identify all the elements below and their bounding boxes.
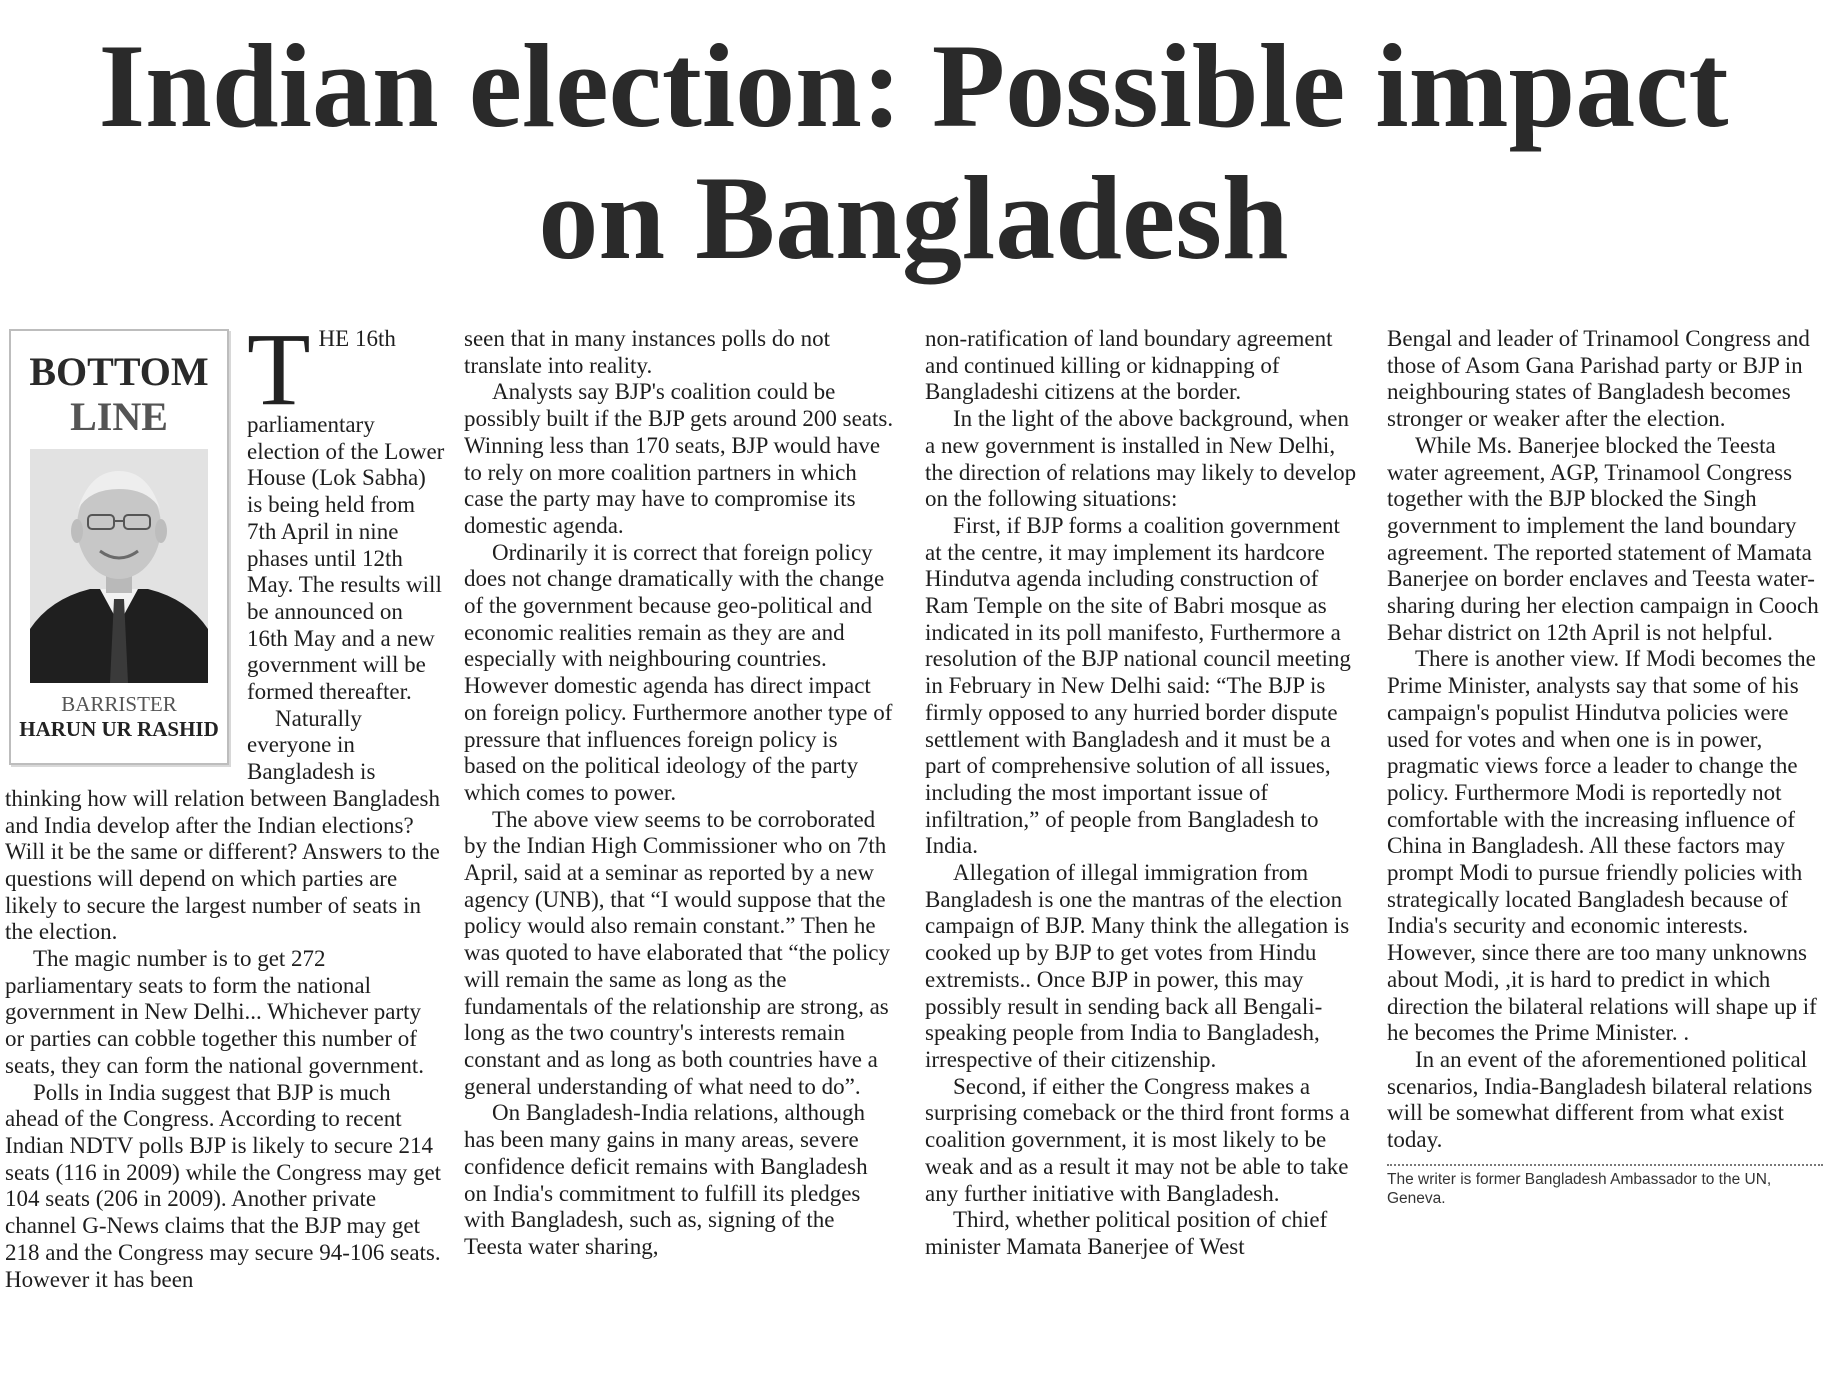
- paragraph: The magic number is to get 272 parliamentary seats to form the national government in New Delhi... Whichever party or parties can cobble together this number of seats, they can form the national government.: [5, 946, 424, 1078]
- paragraph: Bengal and leader of Trinamool Congress and those of Asom Gana Parishad party or BJP in neighbouring states of Bangladesh becomes stronger or weaker after the election.: [1387, 326, 1810, 432]
- column-title-line: LINE: [70, 394, 168, 439]
- author-portrait-image: [30, 449, 208, 683]
- headline-line-1: Indian election: Possible impact: [98, 19, 1729, 152]
- paragraph: While Ms. Banerjee blocked the Teesta water agreement, AGP, Trinamool Congress together with the BJP blocked the Singh government to implement the land boundary agreement. The reported statement of Mamata Banerjee on border enclaves and Teesta water-sharing during her election campaign in Cooch Behar district on 12th April is not helpful.: [1387, 432, 1819, 645]
- paragraph: seen that in many instances polls do not translate into reality.: [464, 326, 831, 378]
- article-column-1: [5, 312, 445, 1293]
- article-column-4: [1387, 326, 1823, 1208]
- paragraph: On Bangladesh-India relations, although has been many gains in many areas, severe confidence deficit remains with Bangladesh on India's commitment to fulfill its pledges with Bangladesh, such as, signing of the Teesta water sharing,: [464, 1100, 868, 1259]
- paragraph: There is another view. If Modi becomes the Prime Minister, analysts say that some of his campaign's populist Hindutva policies were used for votes and when one is in power, pragmatic views force a leader to change the policy. Furthermore Modi is reportedly not comfortable with the increasing influence of China in Bangladesh. All these factors may prompt Modi to pursue friendly policies with strategically located Bangladesh because of India's security and economic interests. However, since there are too many unknowns about Modi, ,it is hard to predict in which direction the bilateral relations will shape up if he becomes the Prime Minister. .: [1387, 646, 1817, 1046]
- footnote-divider: [1387, 1164, 1823, 1166]
- paragraph: Analysts say BJP's coalition could be possibly built if the BJP gets around 200 seats. Winning less than 170 seats, BJP would have to rely on more coalition partners in which case the party may have to compromise its domestic agenda.: [464, 379, 894, 538]
- paragraph: The above view seems to be corroborated by the Indian High Commissioner who on 7th April, said at a seminar as reported by a new agency (UNB), that “I would suppose that the policy would also remain constant.” Then he was quoted to have elaborated that “the policy will remain the same as long as the fundamentals of the relationship are strong, as long as the two country's interests remain constant and as long as both countries have a general understanding of what need to do”.: [464, 806, 890, 1099]
- paragraph: Second, if either the Congress makes a surprising comeback or the third front forms a coalition government, it is most likely to be weak and as a result it may not be able to take any further initiative with Bangladesh.: [925, 1073, 1350, 1206]
- paragraph: In the light of the above background, when a new government is installed in New Delhi, the direction of relations may likely to develop on the following situations:: [925, 406, 1357, 512]
- column-title-bottom: BOTTOM: [29, 349, 209, 394]
- author-footnote: The writer is former Bangladesh Ambassador to the UN, Geneva.: [1387, 1170, 1772, 1207]
- article-column-2: [464, 326, 894, 1261]
- paragraph: Naturally everyone in Bangladesh is thinking how will relation between Bangladesh and India develop after the Indian elections? Will it be the same or different? Answers to the questions will depend on which parties are likely to secure the largest number of seats in the election.: [5, 705, 440, 945]
- paragraph: Ordinarily it is correct that foreign policy does not change dramatically with the change of the government because geo-political and economic realities remain as they are and especially with neighbouring countries. However domestic agenda has direct impact on foreign policy. Furthermore another type of pressure that influences foreign policy is based on the political ideology of the party which comes to power.: [464, 539, 893, 805]
- paragraph: First, if BJP forms a coalition government at the centre, it may implement its hardcore Hindutva agenda including construction of Ram Temple on the site of Babri mosque as indicated in its poll manifesto, Furthermore a resolution of the BJP national council meeting in February in New Delhi said: “The BJP is firmly opposed to any hurried border dispute settlement with Bangladesh and it must be a part of comprehensive solution of all issues, including the most important issue of infiltration,” of people from Bangladesh to India.: [925, 512, 1351, 859]
- byline-box: [9, 329, 229, 765]
- paragraph: In an event of the aforementioned political scenarios, India-Bangladesh bilateral relations will be somewhat different from what exist today.: [1387, 1046, 1813, 1153]
- author-photo: [30, 449, 208, 683]
- paragraph: Polls in India suggest that BJP is much ahead of the Congress. According to recent Indian NDTV polls BJP is likely to secure 214 seats (116 in 2009) while the Congress may get 104 seats (206 in 2009). Another private channel G-News claims that the BJP may get 218 and the Congress may secure 94-106 seats. However it has been: [5, 1079, 442, 1292]
- author-name: HARUN UR RASHID: [19, 717, 219, 741]
- paragraph: HE 16th parliamentary election of the Lower House (Lok Sabha) is being held from 7th April in nine phases until 12th May. The results will be announced on 16th May and a new government will be formed thereafter.: [247, 326, 445, 705]
- article-column-3: [925, 326, 1359, 1261]
- paragraph: Third, whether political position of chief minister Mamata Banerjee of West: [925, 1207, 1328, 1259]
- drop-cap: T: [247, 312, 311, 427]
- author-role: BARRISTER: [61, 692, 177, 716]
- paragraph: Allegation of illegal immigration from Bangladesh is one the mantras of the election campaign of BJP. Many think the allegation is cooked up by BJP to get votes from Hindu extremists.. Once BJP in power, this may possibly result in sending back all Bengali-speaking people from India to Bangladesh, irrespective of their citizenship.: [925, 860, 1350, 1072]
- headline-line-2: on Bangladesh: [538, 151, 1289, 284]
- paragraph: non-ratification of land boundary agreement and continued killing or kidnapping of Bangladeshi citizens at the border.: [925, 326, 1333, 405]
- headline: [0, 20, 1827, 284]
